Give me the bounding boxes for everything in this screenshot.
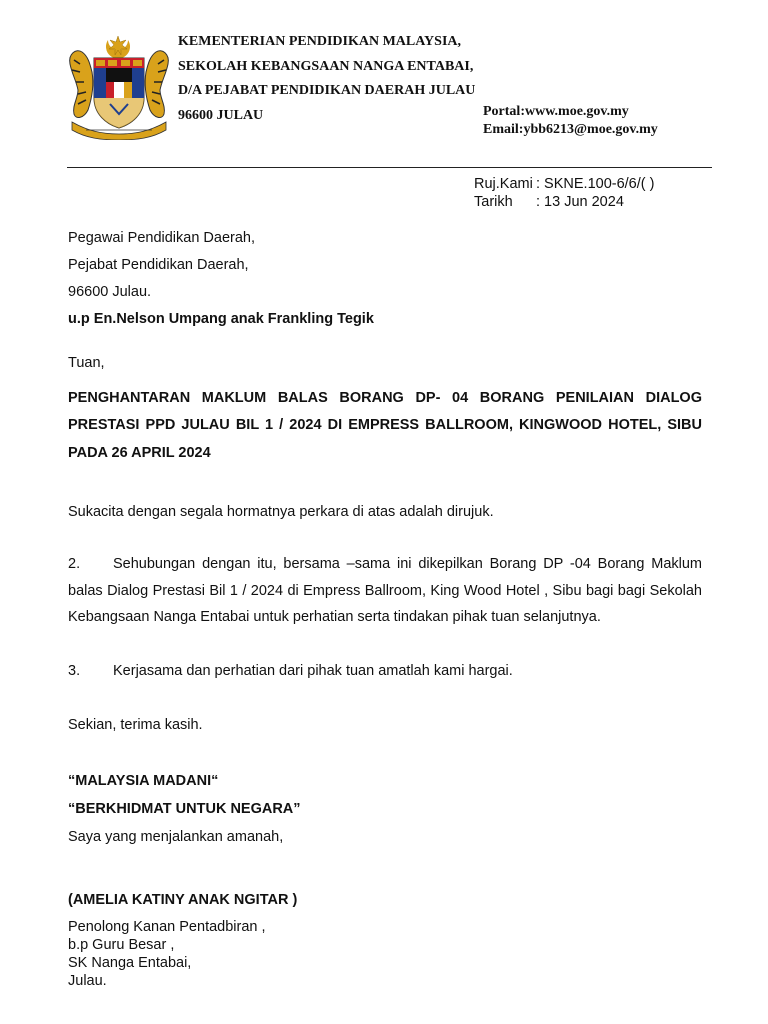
slogan-berkhidmat: “BERKHIDMAT UNTUK NEGARA” (68, 801, 301, 817)
header-line-district-office: D/A PEJABAT PENDIDIKAN DAERAH JULAU (178, 83, 476, 98)
reference-label: Ruj.Kami (474, 176, 533, 192)
recipient-line-2: Pejabat Pendidikan Daerah, (68, 257, 249, 273)
reference-date (474, 194, 624, 210)
paragraph-2-text: Sehubungan dengan itu, bersama –sama ini dikepilkan Borang DP -04 Borang Maklum balas Dialog Prestasi Bil 1 / 2024 di Empress Ballroom, King Wood Hotel , Sibu bagi bagi Sekolah Kebangsaan Nanga Entabai untuk perhatian serta tindakan pihak tuan selanjutnya. (68, 556, 702, 626)
email-link[interactable]: Email:ybb6213@moe.gov.my (483, 122, 658, 137)
header-divider (67, 167, 712, 168)
body-paragraph-3 (68, 663, 513, 679)
signatory-town: Julau. (68, 973, 107, 989)
reference-number (474, 176, 654, 192)
portal-link[interactable]: Portal:www.moe.gov.my (483, 104, 629, 119)
signatory-name: (AMELIA KATINY ANAK NGITAR ) (68, 892, 298, 908)
recipient-attention: u.p En.Nelson Umpang anak Frankling Tegik (68, 311, 374, 327)
signatory-title: Penolong Kanan Pentadbiran , (68, 919, 266, 935)
malaysia-coat-of-arms-icon (66, 34, 172, 140)
sign-off: Saya yang menjalankan amanah, (68, 829, 284, 845)
slogan-malaysia-madani: “MALAYSIA MADANI“ (68, 773, 219, 789)
header-line-school: SEKOLAH KEBANGSAAN NANGA ENTABAI, (178, 59, 474, 74)
paragraph-2-number: 2. (68, 556, 81, 572)
salutation: Tuan, (68, 355, 105, 371)
body-intro: Sukacita dengan segala hormatnya perkara di atas adalah dirujuk. (68, 504, 494, 520)
signatory-school: SK Nanga Entabai, (68, 955, 192, 971)
paragraph-3-text: Kerjasama dan perhatian dari pihak tuan amatlah kami hargai. (113, 663, 513, 679)
paragraph-3-number: 3. (68, 663, 81, 679)
reference-value: : SKNE.100-6/6/( ) (536, 176, 655, 192)
body-paragraph-2 (68, 551, 702, 631)
recipient-line-1: Pegawai Pendidikan Daerah, (68, 230, 256, 246)
body-closing: Sekian, terima kasih. (68, 717, 203, 733)
header-line-ministry: KEMENTERIAN PENDIDIKAN MALAYSIA, (178, 34, 462, 49)
letter-subject: PENGHANTARAN MAKLUM BALAS BORANG DP- 04 BORANG PENILAIAN DIALOG PRESTASI PPD JULAU BIL 1 / 2024 DI EMPRESS BALLROOM, KINGWOOD HOTEL, SIBU PADA 26 APRIL 2024 (68, 390, 702, 461)
signatory-on-behalf: b.p Guru Besar , (68, 937, 175, 953)
date-label: Tarikh (474, 194, 513, 210)
date-value: : 13 Jun 2024 (536, 194, 624, 210)
header-line-postcode: 96600 JULAU (178, 108, 264, 123)
recipient-line-3: 96600 Julau. (68, 284, 152, 300)
